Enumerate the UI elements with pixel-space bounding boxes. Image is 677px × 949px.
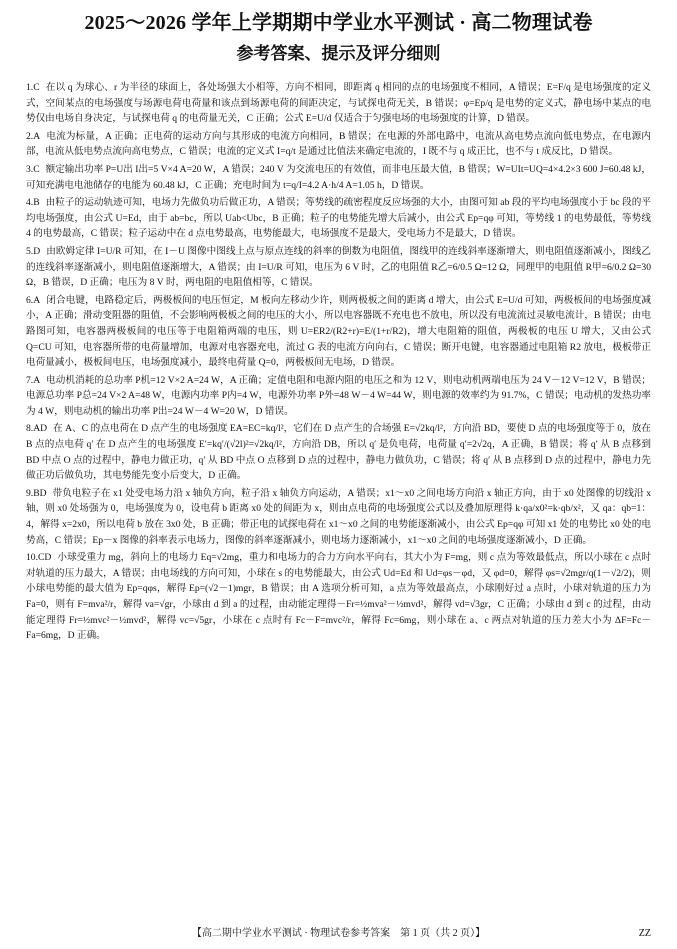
item-number: 2. (26, 130, 34, 142)
page-footer (26, 924, 651, 939)
item-number: 1. (26, 82, 34, 93)
item-number: 7. (26, 374, 34, 386)
item-answer: A (33, 130, 41, 142)
answer-item-2 (26, 129, 651, 160)
item-explanation: 闭合电键，电路稳定后，两极板间的电压恒定，M 板向左移动少许，则两极板之间的距离 d 增大，由公式 E=U/d 可知，两极板间的电场强度减小，A 正确；滑动变阻器的阻值，不会影响两极板之间的电压的大小，所以电容器既不充电也不放电，所以没有电流流过灵敏电流计，B 错误；由电路图可知，电容器两极板间的电压等于电阻箱两端的电压，则 U=ER2/(R2+r)=E/(1+r/R2)，增大电阻箱的阻值，两极板的电压 U 增大，又由公式 Q=CU 可知，电容器所带的电荷量增加，电源对电容器充电，流过 G 表的电流方向向右，C 错误；断开电键，电容器通过电阻箱 R2 放电，极板带正电荷量减小，极板间电压，电场强度减小，最终电荷量 Q=0，两极板间无电场，D 错误。 (26, 294, 651, 369)
item-number: 3. (26, 163, 34, 175)
item-explanation: 电流为标量，A 正确；正电荷的运动方向与其形成的电流方向相同，B 错误；在电源的外部电路中，电流从高电势点流向低电势点，在电源内部，电流从低电势点流向高电势点，C 错误；电流的定义式 I=q/t 是通过比值法来确定电流的，I 既不与 q 成正比，也不与 t 成反比，D 错误。 (26, 130, 651, 158)
answer-item-6 (26, 293, 651, 371)
item-answer: A (33, 294, 41, 306)
item-explanation: 在 A、C 的点电荷在 D 点产生的电场强度 EA=EC=kq/l²，它们在 D 点产生的合场强 E=√2kq/l²，方向沿 BD，要使 D 点的电场强度等于 0，放在 B 点的点电荷 q′ 在 D 点产生的电场强度 E′=kq′/(√2l)²=√2kq/l²，方向沿 DB，所以 q′ 是负电荷，电荷量 q′=2√2q，A 正确，B 错误；将 q′ 从 B 点移到 BD 中点 O 点的过程中，静电力做正功，q′ 从 BD 中点 O 点移到 D 点的过程中，静电力做负功，C 错误；将 q′ 从 B 点移到 D 点的过程中，静电力先做正功后做负功，其电势能先变小后变大，D 正确。 (26, 423, 651, 482)
item-answer: B (33, 197, 40, 209)
item-number: 4. (26, 197, 34, 209)
footer-code: ZZ (638, 928, 651, 939)
answer-item-3 (26, 162, 651, 193)
item-explanation: 小球受重力 mg，斜向上的电场力 Eq=√2mg，重力和电场力的合力方向水平向右，其大小为 F=mg，则 c 点为等效最低点，所以小球在 c 点时对轨道的压力最大，A 错误；由电场线的方向可知，小球在 s 的电势能最大，由公式 Ud=Ed 和 Ud=φs－φd，又 φd=0，解得 φs=√2mgr/q(1－√2/2)，则小球电势能的最大值为 Ep=qφs，解得 Ep=(√2－1)mgr，B 错误；由 A 选项分析可知，a 点为等效最高点，小球刚好过 a 点时，小球对轨道的压力为 Fa=0，则有 F=mva²/r，解得 va=√gr，小球由 d 到 a 的过程，由动能定理得－Fr=½mva²－½mvd²，解得 vd=√3gr，C 正确；小球由 d 到 c 的过程，由动能定理得 Fr=½mvc²－½mvd²，解得 vc=√5gr，小球在 c 点时有 Fc－F=mvc²/r，解得 Fc=6mg，则小球在 a、c 两点对轨道的压力差大小为 ΔF=Fc－Fa=6mg，D 正确。 (26, 552, 651, 642)
item-answer: D (33, 245, 41, 257)
item-explanation: 由欧姆定律 I=U/R 可知，在 I－U 图像中图线上点与原点连线的斜率的倒数为电阻值，图线甲的连线斜率逐渐增大，则电阻值逐渐减小，图线乙的连线斜率逐渐减小，则电阻值逐渐增大，A 错误；由 I=U/R 可知，电压为 6 V 时，乙的电阻值 R乙=6/0.5 Ω=12 Ω，同理甲的电阻值 R甲=6/0.2 Ω=30 Ω，B 错误，D 正确；电压为 8 V 时，两电阻的电阻值相等，C 错误。 (26, 245, 651, 289)
item-answer: BD (33, 487, 47, 499)
answer-item-7 (26, 373, 651, 420)
item-number: 9. (26, 487, 34, 499)
item-explanation: 电动机消耗的总功率 P机=12 V×2 A=24 W，A 正确；定值电阻和电源内阻的电压之和为 12 V，则电动机两端电压为 24 V－12 V=12 V，B 错误；电源总功率 P总=24 V×2 A=48 W，电源内功率 P内=4 W，电源外功率 P外=48 W－4 W=44 W，则电源的效率约为 91.7%，C 错误；电动机的发热功率为 4 W，则电动机的输出功率 P出=24 W－4 W=20 W，D 错误。 (26, 374, 651, 417)
answer-item-5 (26, 244, 651, 291)
item-explanation: 额定输出功率 P=U出 I出=5 V×4 A=20 W，A 错误；240 V 为交流电压的有效值，而非电压最大值，B 错误；W=UIt=UQ=4×4.2×3 600 J=60.48 kJ，可知充满电电池储存的电能为 60.48 kJ，C 正确；充电时间为 t=q/I=4.2 A·h/4 A=1.05 h，D 错误。 (26, 163, 652, 191)
item-answer: AD (33, 423, 48, 435)
item-answer: C (33, 82, 40, 93)
item-number: 10. (26, 552, 38, 564)
answer-item-9 (26, 486, 651, 548)
item-number: 8. (26, 423, 34, 435)
answer-list (26, 80, 651, 644)
footer-text: 【高二期中学业水平测试 · 物理试卷参考答案 第 1 页（共 2 页）】 (191, 928, 486, 939)
item-answer: CD (38, 552, 52, 564)
answer-item-4 (26, 195, 651, 242)
item-answer: A (33, 374, 41, 386)
page-subtitle: 参考答案、提示及评分细则 (236, 44, 441, 63)
item-explanation: 带负电粒子在 x1 处受电场力沿 x 轴负方向，粒子沿 x 轴负方向运动，A 错误；x1～x0 之间电场方向沿 x 轴正方向，由于 x0 处图像的切线沿 x 轴，则 x0 处场强为 0，电场强度为 0，设电荷 b 距离 x0 处的间距为 x，则由点电荷的电场强度公式以及叠加原理得 k·qa/x0²=k·qb/x²，又 qa：qb=1：4，解得 x=2x0，所以电荷 b 放在 3x0 处，B 正确；带正电的试探电荷在 x1～x0 之间的电势能逐渐减小，由公式 Ep=qφ 可知 x1 处的电势比 x0 处的电势高，C 错误；Ep－x 图像的斜率表示电场力，图像的斜率逐渐减小，则电场力逐渐减小，x1～x0 之间的电场强度逐渐减小，D 正确。 (26, 487, 651, 546)
item-explanation: 由粒子的运动轨迹可知，电场力先做负功后做正功，A 错误；等势线的疏密程度反应场强的大小，由图可知 ab 段的平均电场强度小于 bc 段的平均电场强度，由公式 U=Ed，由于 ab=bc，所以 Uab<Ubc，B 正确；粒子的电势能先增大后减小，由公式 Ep=qφ 可知，等势线 1 的电势最低，等势线 4 的电势最高，C 错误；粒子运动中在 d 点电势最高，电势能最大，电场强度不是最大，受电场力不是最大，D 错误。 (26, 197, 651, 240)
answer-item-10 (26, 550, 651, 644)
answer-item-8 (26, 421, 651, 483)
item-explanation: 在以 q 为球心、r 为半径的球面上，各处场强大小相等，方向不相同，即距离 q 相同的点的电场强度不相同，A 错误；E=F/q 是电场强度的定义式，空间某点的电场强度与场源电荷电荷量和该点到场源电荷的间距决定，与试探电荷无关，B 错误；φ=Ep/q 是电势的定义式，静电场中某点的电势仅由电场自身决定，与试探电荷 q 的电荷量无关，C 正确；公式 E=U/d 仅适合于匀强电场的电场强度的计算，D 错误。 (26, 82, 651, 125)
item-number: 5. (26, 245, 34, 257)
page-title: 2025～2026 学年上学期期中学业水平测试 · 高二物理试卷 (84, 12, 593, 34)
item-answer: C (33, 163, 40, 175)
answer-item-1 (26, 80, 651, 127)
item-number: 6. (26, 294, 34, 306)
